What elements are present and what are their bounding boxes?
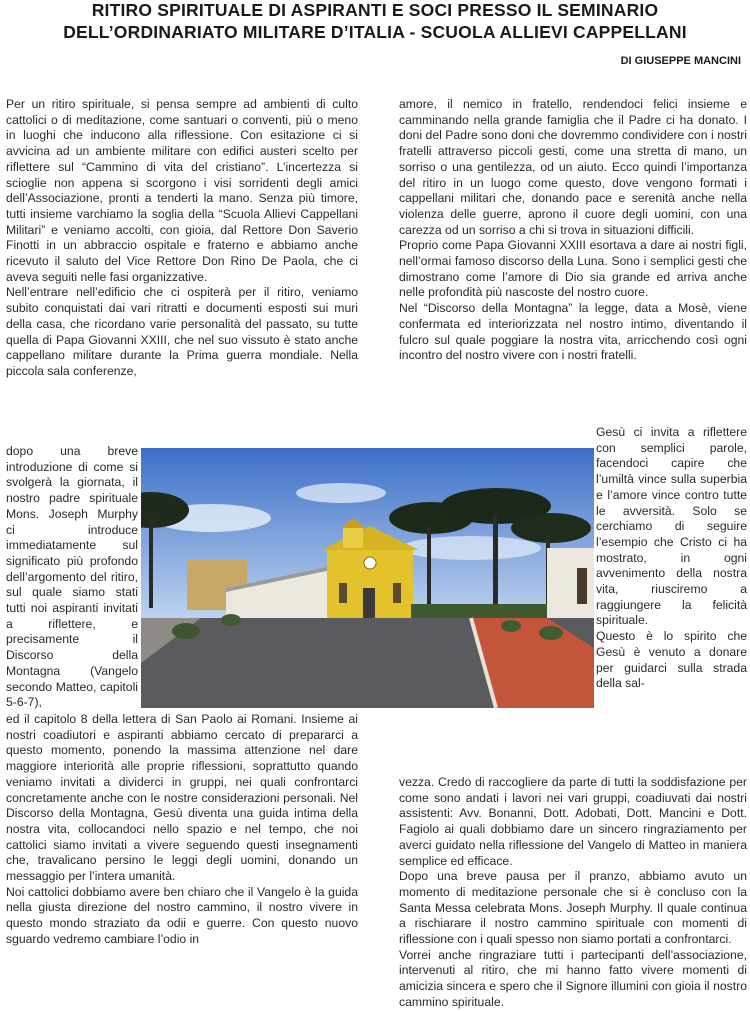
article-title-line1: RITIRO SPIRITUALE DI ASPIRANTI E SOCI PRESSO IL SEMINARIO bbox=[91, 0, 659, 20]
paragraph: amore, il nemico in fratello, rendendoci felici insieme e camminando nella grande famiglia che il Padre ci ha donato. I doni del Padre sono doni che dovremmo condividere con i nostri fratelli attraverso piccoli gesti, come una stretta di mano, un sorriso o una gentilezza, od un aiuto. Ecco quindi l’importanza del ritiro in un luogo come questo, dove vengono formati i cappellani militari che, donando pace e serenità anche nella violenza delle guerre, aprono il cuore degli uomini, con una carezza od un sorriso a chi si trova in situazioni difficili. bbox=[399, 97, 747, 237]
paragraph: dopo una breve introduzione di come si svolgerà la giornata, il nostro padre spirituale Mons. Joseph Murphy ci introduce immediatamente sul significato più profondo dell’argomento del ritiro, sul quale siamo stati tutti noi aspiranti invitati a riflettere, e precisamente il Discorso della Montagna (Vangelo secondo Matteo, capitoli 5-6-7), bbox=[6, 444, 138, 710]
paragraph: Questo è lo spirito che Gesù è venuto a donare per guidarci sulla strada della sal- bbox=[596, 629, 747, 691]
article-title-line2: DELL’ORDINARIATO MILITARE D’ITALIA - SCUOLA ALLIEVI CAPPELLANI bbox=[63, 22, 687, 42]
paragraph: Vorrei anche ringraziare tutti i partecipanti dell’associazione, intervenuti al ritiro, che mi hanno fatto vivere momenti di amicizia sincera e spero che il Signore illumini con gioia il nostro cammino spirituale. bbox=[399, 947, 747, 1009]
column-right-narrow bbox=[596, 425, 747, 692]
paragraph: Nel “Discorso della Montagna” la legge, data a Mosè, viene confermata ed interiorizzata nel nostro intimo, diventando il fulcro sul quale poggiare la nostra vita, arricchendo così ogni incontro del nostro vivere con i nostri fratelli. bbox=[399, 301, 747, 363]
column-right-top bbox=[399, 97, 747, 364]
bell-tower bbox=[343, 526, 363, 548]
paragraph: Nell’entrare nell’edificio che ci ospiterà per il ritiro, veniamo subito conquistati dai vari ritratti e documenti esposti sui muri della casa, che ricordano varie personalità del passato, su tutte quella di Papa Giovanni XXIII, che nel suo vissuto è stato anche cappellano militare durante la Prima guerra mondiale. Nella piccola sala conferenze, bbox=[6, 285, 358, 378]
paragraph: Dopo una breve pausa per il pranzo, abbiamo avuto un momento di meditazione personale che si è concluso con la Santa Messa celebrata Mons. Joseph Murphy. Il quale continua a rischiarare il nostro cammino spirituale con momenti di riflessione con i quali spesso non siamo portati a confrontarci. bbox=[399, 869, 747, 947]
paragraph: Proprio come Papa Giovanni XXIII esortava a dare ai nostri figli, nell’ormai famoso discorso della Luna. Sono i semplici gesti che dimostrano come l’amore di Dio sia grande ed arriva anche nelle profondità più nascoste del nostro cuore. bbox=[399, 238, 747, 300]
paragraph: vezza. Credo di raccogliere da parte di tutti la soddisfazione per come sono andati i lavori nei vari gruppi, coadiuvati dai nostri assistenti: Avv. Bonanni, Dott. Adobati, Dott. Mancini e Dott. Fagiolo ai quali dobbiamo dare un sincero ringraziamento per averci guidato nella riflessione del Vangelo di Matteo in maniera semplice ed efficace. bbox=[399, 775, 747, 868]
planter bbox=[539, 626, 563, 640]
byline: DI GIUSEPPE MANCINI bbox=[620, 55, 741, 67]
column-left-bottom bbox=[6, 712, 358, 948]
pine-tree bbox=[511, 513, 591, 543]
column-left-top bbox=[6, 97, 358, 380]
paragraph: Gesù ci invita a riflettere con semplici parole, facendoci capire che l’umiltà vince sulla superbia e l’amore vince contro tutte le avversità. Solo se cerchiamo di seguire l’esempio che Cristo ci ha mostrato, in ogni avvenimento della nostra vita, riusciremo a raggiungere la felicità spirituale. bbox=[596, 425, 747, 628]
column-left-narrow bbox=[6, 444, 138, 711]
paragraph: ed il capitolo 8 della lettera di San Paolo ai Romani. Insieme ai nostri coadiutori e aspiranti abbiamo cercato di prepararci a questo momento, ponendo la massima attenzione nel dare maggiore interiorità alle proprie riflessioni, soprattutto quando veniamo invitati a dividerci in gruppi, nei quali confrontarci concretamente anche con le nostre considerazioni personali. Nel Discorso della Montagna, Gesù diventa una guida intima della nostra vita, collocandoci nello spazio e nel tempo, che noi cattolici siamo invitati a vivere seguendo questi insegnamenti che, travalicano persino le leggi degli uomini, donando un messaggio per l’intera umanità. bbox=[6, 712, 358, 884]
seminary-courtyard-illustration bbox=[141, 448, 594, 708]
cloud bbox=[401, 536, 541, 560]
planter bbox=[172, 623, 200, 639]
seminary-photo bbox=[141, 448, 594, 708]
hedge bbox=[411, 604, 547, 618]
paragraph: Per un ritiro spirituale, si pensa sempre ad ambienti di culto cattolici o di meditazione, come santuari o conventi, più o meno in luoghi che inducono alla riflessione. Con esitazione ci si avvicina ad un ambiente militare con edifici austeri scelto per riflettere sul “Cammino di vita del cristiano”. L’incertezza si scioglie non appena si scorgono i visi sorridenti degli amici dell’Associazione, pronti a tenderti la mano. Senza più timore, tutti insieme varchiamo la soglia della “Scuola Allievi Cappellani Militari” e veniamo accolti, con gioia, dal Rettore Don Saverio Finotti in un abbraccio ospitale e fraterno e abbiamo anche ricevuto il saluto del Vice Rettore Don Rino De Paola, che ci aveva seguiti nelle fasi organizzative. bbox=[6, 97, 358, 284]
column-right-bottom bbox=[399, 775, 747, 1011]
paragraph: Noi cattolici dobbiamo avere ben chiaro che il Vangelo è la guida nella giusta direzione del nostro cammino, il nostro vivere in questo mondo straziato da odii e guerre. Con questo nuovo sguardo vedremo cambiare l’odio in bbox=[6, 884, 358, 946]
church-door bbox=[363, 588, 375, 618]
cloud bbox=[296, 483, 386, 503]
